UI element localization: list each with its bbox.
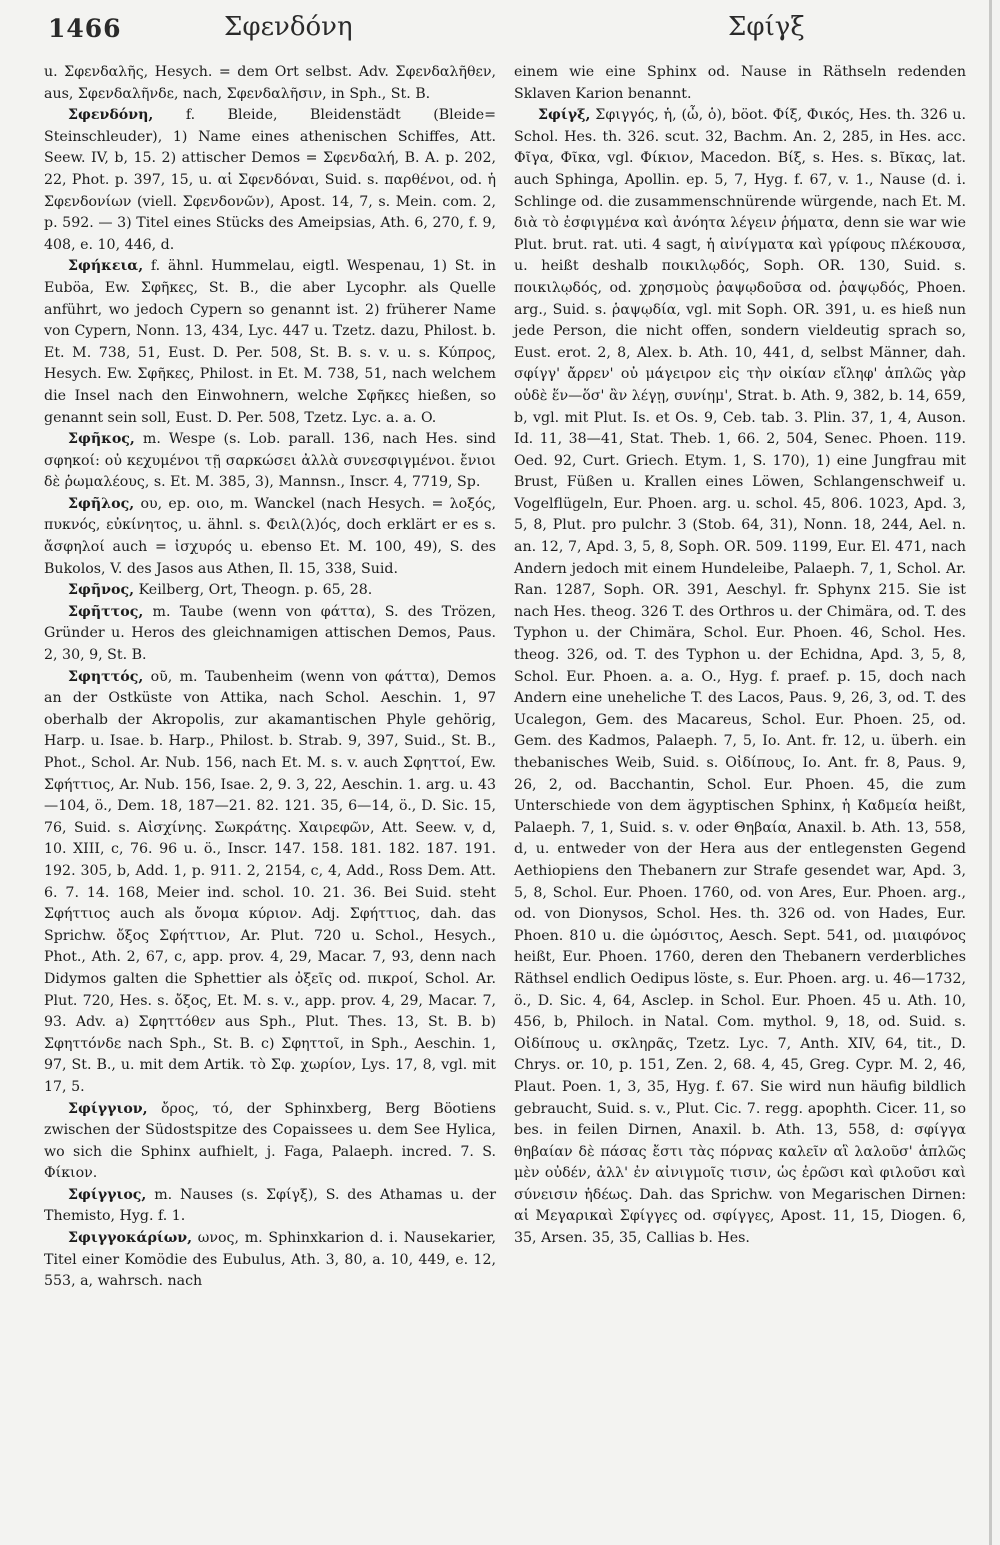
entry-text: f. ähnl. Hummelau, eigtl. Wespenau, 1) St. in Euböa, Ew. Σφῆκες, St. B., die aber Lycophr. als Quelle anführt, wo jedoch Cypern so genannt ist. 2) früherer Name von Cypern, Nonn. 13, 434, Lyc. 447 u. Tzetz. dazu, Philost. b. Et. M. 738, 51, Eust. D. Per. 508, St. B. s. v. u. s. Κύπρος, Hesych. Ew. Σφῆκες, Philost. in Et. M. 738, 51, nach welchem die Insel nach den Einwohnern, welche Σφῆκες hießen, so genannt sein soll, Eust. D. Per. 508, Tzetz. Lyc. a. a. O.	[44, 258, 496, 426]
entry-text: m. Wespe (s. Lob. parall. 136, nach Hes. sind σφηκοί: οὐ κεχυμένοι τῇ σαρκώσει ἀλλὰ συνεσφιγμένοι. ἔνιοι δὲ ῥωμαλέους, s. Et. M. 385, 3), Mannsn., Inscr. 4, 7719, Sp.	[44, 431, 496, 491]
page-number: 1466	[48, 14, 122, 43]
entry-headword: Σφίγγιον,	[68, 1100, 148, 1117]
entry-headword: Σφιγγοκάρίων,	[68, 1230, 193, 1247]
dictionary-entry	[44, 256, 496, 429]
entry-text: Σφιγγός, ἡ, (ὦ, ὁ), böot. Φίξ, Φικός, Hes. th. 326 u. Schol. Hes. th. 326. scut. 32, Bachm. An. 2, 285, in Hes. acc. Φῖγα, Φῖκα, vgl. Φίκιον, Macedon. Βίξ, s. Hes. s. Βῖκας, lat. auch Sphinga, Apollin. ep. 5, 7, Hyg. f. 67, v. 1., Nause (d. i. Schlinge od. die zusammenschnürende würgende, nach Et. M. διὰ τὸ ἐσφιγμένα καὶ ἀνόητα λέγειν ῥήματα, denn sie war wie Plut. brut. rat. uti. 4 sagt, ἡ αἰνίγματα καὶ γρίφους πλέκουσα, u. heißt deshalb ποικιλῳδός, Soph. OR. 130, Suid. s. ποικιλῳδός, od. χρησμοὺς ῥαψῳδοῦσα od. ῥαψῳδός, Phoen. arg., Suid. s. ῥαψῳδία, vgl. mit Soph. OR. 391, u. es hieß nun jede Person, die nicht offen, sondern vieldeutig sprach so, Eust. erot. 2, 8, Alex. b. Ath. 10, 441, d, selbst Männer, dah. σφίγγ' ἄρρεν' οὐ μάγειρον εἰς τὴν οἰκίαν εἴληφ' ἁπλῶς γὰρ οὐδὲ ἕν—ὅσ' ἂν λέγῃ, συνίημ', Strat. b. Ath. 9, 382, b. 14, 659, b, vgl. mit Plut. Is. et Os. 9, Ceb. tab. 3. Plin. 37, 1, 4, Auson. Id. 11, 38—41, Stat. Theb. 1, 66. 2, 504, Senec. Phoen. 119. Oed. 92, Curt. Griech. Etym. 1, S. 170), 1) eine Jungfrau mit Brust, Füßen u. Krallen eines Löwen, Schlangenschweif u. Vogelflügeln, Eur. Phoen. arg. u. schol. 45, 806. 1023, Apd. 3, 5, 8, Plut. pro pulchr. 3 (Stob. 64, 31), Nonn. 18, 244, Ael. n. an. 12, 7, Apd. 3, 5, 8, Soph. OR. 509. 1199, Eur. El. 471, nach Andern jedoch mit einem Hundeleibe, Palaeph. 7, 1, Schol. Ar. Ran. 1287, Soph. OR. 391, Aeschyl. fr. Sphynx 215. Sie ist nach Hes. theog. 326 T. des Orthros u. der Chimära, od. T. des Typhon u. der Chimära, Schol. Eur. Phoen. 46, Schol. Hes. theog. 326, od. T. des Typhon u. der Echidna, Apd. 3, 5, 8, Schol. Eur. Phoen. a. a. O., Hyg. f. praef. p. 15, doch nach Andern eine uneheliche T. des Lacos, Paus. 9, 26, 3, od. T. des Ucalegon, Gem. des Macareus, Schol. Eur. Phoen. 25, od. Gem. des Kadmos, Palaeph. 7, 5, Io. Ant. fr. 12, u. überh. ein thebanisches Weib, Suid. s. Οἰδίπους, Io. Ant. fr. 8, Paus. 9, 26, 2, od. Bacchantin, Schol. Eur. Phoen. 45, die zum Unterschiede von dem ägyptischen Sphinx, ἡ Καδμεία heißt, Palaeph. 7, 1, Suid. s. v. oder Θηβαία, Anaxil. b. Ath. 13, 558, d, u. entweder von der Hera aus der entlegensten Gegend Aethiopiens den Thebanern zur Strafe gesendet war, Apd. 3, 5, 8, Schol. Eur. Phoen. 1760, od. von Ares, Eur. Phoen. arg., od. von Dionysos, Schol. Hes. th. 326 od. von Hades, Eur. Phoen. 810 u. die ὠμόσιτος, Aesch. Sept. 541, od. μιαιφόνος heißt, Eur. Phoen. 1760, deren den Thebanern verderbliches Räthsel endlich Oedipus löste, s. Eur. Phoen. arg. u. 46—1732, ö., D. Sic. 4, 64, Asclep. in Schol. Eur. Phoen. 45 u. Ath. 10, 456, b, Philoch. in Natal. Com. mythol. 9, 18, od. Suid. s. Οἰδίπους u. σκληρᾶς, Tzetz. Lyc. 7, Anth. XIV, 64, tit., D. Chrys. or. 10, p. 151, Zen. 2, 68. 4, 45, Greg. Cypr. M. 2, 46, Plaut. Poen. 1, 3, 35, Hyg. f. 67. Sie wird nun häufig bildlich gebraucht, Suid. s. v., Plut. Cic. 7. regg. apophth. Cicer. 11, so bes. in feilen Dirnen, Anaxil. b. Ath. 13, 558, d: σφίγγα θηβαίαν δὲ πάσας ἔστι τὰς πόρνας καλεῖν αἳ λαλοῦσ' ἁπλῶς μὲν οὐδέν, ἀλλ' ἐν αἰνιγμοῖς τισιν, ὡς ἐρῶσι καὶ φιλοῦσι καὶ σύνεισιν ἡδέως. Dah. das Sprichw. von Megarischen Dirnen: αἱ Μεγαρικαὶ Σφίγγες od. σφίγγες, Apost. 11, 15, Diogen. 6, 35, Arsen. 35, 35, Callias b. Hes.	[514, 107, 966, 1247]
running-head-left: Σφενδόνη	[224, 12, 353, 42]
entry-headword: Σφῆνος,	[68, 582, 135, 599]
entry-headword: Σφῆττος,	[68, 603, 144, 620]
entry-text: einem wie eine Sphinx od. Nause in Räthseln redenden Sklaven Karion benannt.	[514, 64, 966, 102]
entry-text: u. Σφενδαλῆς, Hesych. = dem Ort selbst. Adv. Σφενδαλῆθεν, aus, Σφενδαλῆνδε, nach, Σφενδαλῆσιν, in Sph., St. B.	[44, 64, 496, 102]
entry-text: f. Bleide, Bleidenstädt (Bleide= Steinschleuder), 1) Name eines athenischen Schiffes, Att. Seew. IV, b, 15. 2) attischer Demos = Σφενδαλή, B. A. p. 202, 22, Phot. p. 397, 15, u. αἱ Σφενδόναι, Suid. s. παρθένοι, od. ἡ Σφενδονίων (viell. Σφενδονῶν), Apost. 14, 7, s. Mein. com. 2, p. 592. — 3) Titel eines Stücks des Ameipsias, Ath. 6, 270, f. 9, 408, e. 10, 446, d.	[44, 107, 496, 253]
entry-text: οῦ, m. Taubenheim (wenn von φάττα), Demos an der Ostküste von Attika, nach Schol. Aeschin. 1, 97 oberhalb der Akropolis, zur akamantischen Phyle gehörig, Harp. u. Isae. b. Harp., Philost. b. Strab. 9, 397, Suid., St. B., Phot., Schol. Ar. Nub. 156, nach Et. M. s. v. auch Σφηττοί, Ew. Σφήττιος, Ar. Nub. 156, Isae. 2, 9. 3, 22, Aeschin. 1. arg. u. 43—104, ö., Dem. 18, 187—21. 82. 121. 35, 6—14, ö., D. Sic. 15, 76, Suid. s. Αἰσχίνης. Σωκράτης. Χαιρεφῶν, Att. Seew. v, d, 10. XIII, c, 76. 96 u. ö., Inscr. 147. 158. 181. 182. 187. 191. 192. 305, b, Add. 1, p. 911. 2, 2154, c, 4, Add., Ross Dem. Att. 6. 7. 14. 168, Meier ind. schol. 10. 21. 36. Bei Suid. steht Σφήττιος auch als ὄνομα κύριον. Adj. Σφήττιος, dah. das Sprichw. ὄξος Σφήττιον, Ar. Plut. 720 u. Schol., Hesych., Phot., Ath. 2, 67, c, app. prov. 4, 29, Macar. 7, 93, denn nach Didymos galten die Sphettier als ὀξεῖς od. πικροί, Schol. Ar. Plut. 720, Hes. s. ὄξος, Et. M. s. v., app. prov. 4, 29, Macar. 7, 93. Adv. a) Σφηττόθεν aus Sph., Plut. Thes. 13, St. B. b) Σφηττόνδε nach Sph., St. B. c) Σφηττοῖ, in Sph., Aeschin. 1, 97, St. B., u. mit dem Artik. τὸ Σφ. χωρίον, Lys. 17, 8, vgl. mit 17, 5.	[44, 668, 496, 1095]
page-edge	[989, 0, 992, 1545]
entry-text: m. Taube (wenn von φάττα), S. des Trözen, Gründer u. Heros des gleichnamigen attischen Demos, Paus. 2, 30, 9, St. B.	[44, 603, 496, 664]
dictionary-entry	[44, 105, 496, 256]
dictionary-entry	[514, 105, 966, 1249]
dictionary-entry	[44, 429, 496, 494]
entry-headword: Σφενδόνη,	[68, 107, 154, 124]
dictionary-entry	[44, 602, 496, 667]
entry-headword: Σφίγγιος,	[68, 1186, 147, 1203]
entry-text: ὄρος, τό, der Sphinxberg, Berg Böotiens zwischen der Südostspitze des Copaissees u. dem See Hylica, wo sich die Sphinx aufhielt, j. Faga, Palaeph. incred. 7. S. Φίκιον.	[44, 1100, 496, 1182]
dictionary-entry	[44, 1228, 496, 1293]
entry-headword: Σφήκεια,	[68, 258, 144, 275]
entry-text: Keilberg, Ort, Theogn. p. 65, 28.	[134, 582, 373, 599]
dictionary-entry	[44, 494, 496, 580]
entry-headword: Σφῆκος,	[68, 431, 135, 448]
dictionary-entry	[44, 667, 496, 1099]
dictionary-entry	[44, 580, 496, 602]
dictionary-entry	[44, 1185, 496, 1228]
running-head-right: Σφίγξ	[728, 12, 805, 42]
entry-text: m. Nauses (s. Σφίγξ), S. des Athamas u. der Themisto, Hyg. f. 1.	[44, 1186, 496, 1225]
entry-text: ου, ep. οιο, m. Wanckel (nach Hesych. = λοξός, πυκνός, εὐκίνητος, u. ähnl. s. Φειλ(λ)ός, doch erklärt er es s. ἄσφηλοί auch = ἰσχυρός u. ebenso Et. M. 100, 49), S. des Bukolos, V. des Jasos aus Athen, Il. 15, 338, Suid.	[44, 495, 496, 577]
right-column	[514, 62, 966, 1250]
dictionary-entry	[44, 62, 496, 105]
entry-headword: Σφίγξ,	[538, 107, 591, 124]
entry-headword: Σφηττός,	[68, 668, 144, 685]
entry-text: ωνος, m. Sphinxkarion d. i. Nausekarier, Titel einer Komödie des Eubulus, Ath. 3, 80, a. 10, 449, e. 12, 553, a, wahrsch. nach	[44, 1230, 496, 1290]
dictionary-entry	[44, 1099, 496, 1185]
dictionary-entry	[514, 62, 966, 105]
entry-headword: Σφῆλος,	[68, 495, 135, 512]
left-column	[44, 62, 496, 1293]
